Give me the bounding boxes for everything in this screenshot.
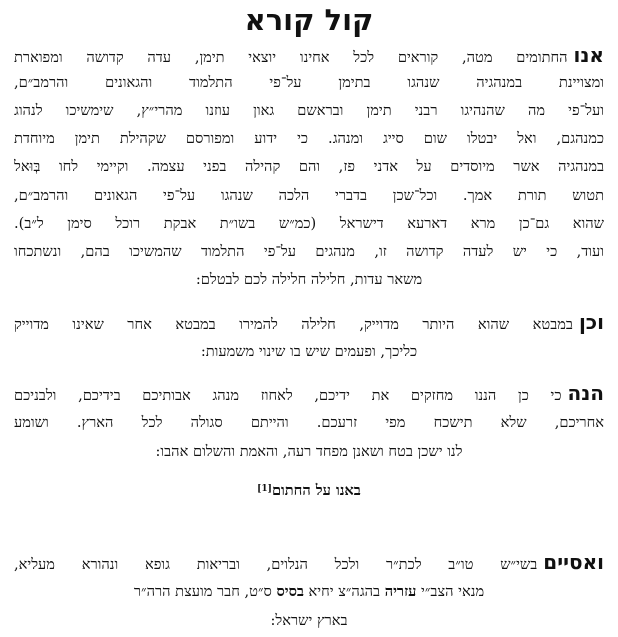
paragraph-1-lead-word: אנו [573, 45, 604, 67]
paragraph-4-line-3: בארץ ישראל: [270, 612, 348, 629]
paragraph-2-lead-word: וכן [578, 312, 604, 334]
paragraph-2-line-1-text: במבטא שהוא היותר מדוייק, חלילה להמירו במבטא אחר שאינו מדוייק [14, 316, 573, 333]
paragraph-1-line-1-text: החתומים מטה, קוראים לכל אחינו יוצאי תימן, עדה קדושה ומפוארת [14, 49, 568, 66]
footnote-marker[interactable]: [1] [257, 484, 272, 494]
paragraph-1-line-7: שהוא גם־כן מרא דארעא דישראל (כמ״ש בשו״ת אבקת רוכל סימן ל״ב). [14, 215, 604, 232]
paragraph-4-line-2-part-1: מנאי הצב״י [416, 583, 485, 600]
paragraph-2-line-2: כליכך, ופעמים שיש בו שינוי משמעות: [200, 343, 418, 360]
paragraph-1-line-6: תטוש תורת אמך. וכל־שכן בדברי הלכה שנהגו על־פי הגאונים והרמב״ם, [14, 187, 604, 204]
page-title: קול קורא [244, 3, 374, 37]
paragraph-4-line-2 [14, 582, 604, 602]
signature-text: באנו על החתום [271, 482, 361, 499]
paragraph-1-line-4: כמנהגם, ואל יבטלו שום סייג ומנהג. כי ידוע ומפורסם שקהילת תימן מיוחדת [14, 130, 604, 147]
paragraph-1-line-5: במנהגיה אשר מיוסדים על אדני פז, והם קהילה בפני עצמה. וקיימי לחו בְּוּאל [14, 158, 604, 175]
paragraph-4-line-1 [14, 552, 604, 575]
paragraph-3-line-1 [14, 383, 604, 406]
paragraph-3-line-1-text: כי כן הננו מחזקים את ידיכם, לאחוז מנהג אבותיכם בידיכם, ולבניכם [14, 387, 562, 404]
paragraph-3-lead-word: הנה [567, 383, 604, 405]
paragraph-3-line-3: לנו ישכן בטח ושאנן מפחד רעה, והאמת והשלום אהבו: [155, 443, 463, 460]
paragraph-1-line-9: משאר עדות, חלילה חלילה לכם לבטלם: [195, 271, 423, 288]
paragraph-4-line-1-text: בשי״ש טו״ב לכת״ר ולכל הנלוים, ובריאות גופא ונהורא מעליא, [14, 556, 538, 573]
paragraph-4-lead-word: ואסיים [543, 552, 604, 574]
paragraph-2-line-1 [14, 312, 604, 335]
author-first-name: עזריה [384, 583, 417, 600]
paragraph-4-line-2-part-2: בהגה״צ יחיא [303, 583, 385, 600]
signature-line [14, 481, 604, 501]
paragraph-1-line-2: ומצויינת במנהגיה שנהגו בתימן על־פי התלמוד והגאונים והרמב״ם, [14, 74, 604, 91]
author-surname: בסיס [276, 583, 304, 600]
paragraph-1-line-3: ועל־פי מה שהנהיגו רבני תימן ובראשם גאון עוזנו מהרי״ץ, שימשיכו לנהוג [14, 102, 604, 119]
paragraph-1-line-8: ועוד, כי יש לעדה קדושה זו, מנהגים על־פי התלמוד שהמשיכו בהם, ונשתכחו [14, 243, 604, 260]
paragraph-1-line-1 [14, 45, 604, 68]
paragraph-3-line-2: אחריכם, שלא תישכח מפי זרעכם. והייתם סגולה לכל הארץ. ושומע [14, 414, 604, 431]
paragraph-4-line-2-part-3: ס״ט, חבר מועצת הרה״ר [133, 583, 277, 600]
